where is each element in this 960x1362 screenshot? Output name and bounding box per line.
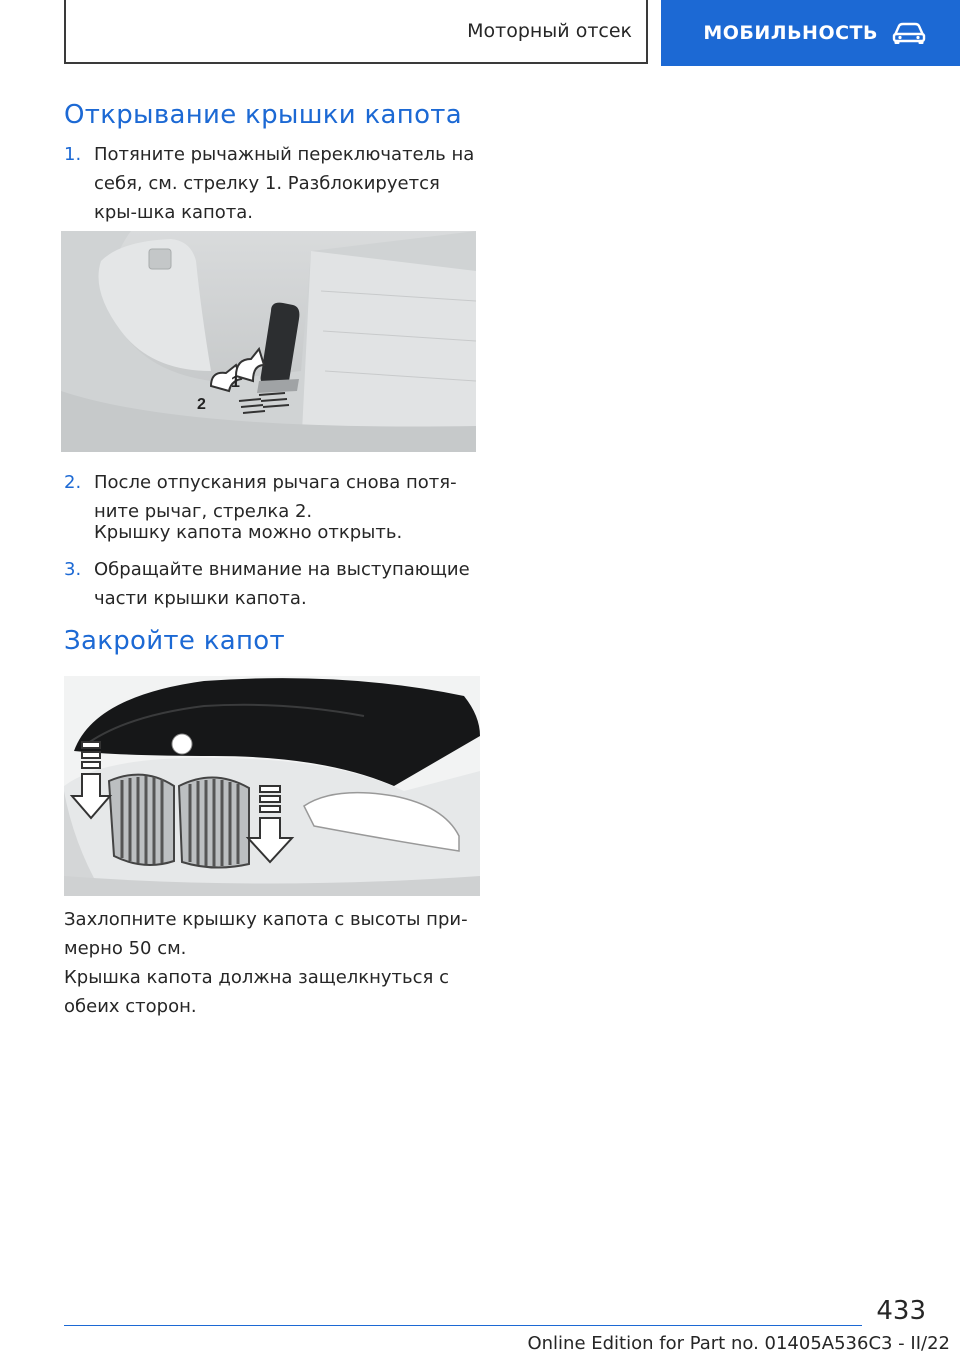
page-number: 433	[876, 1296, 926, 1326]
header-chapter-tab	[661, 0, 960, 66]
step-1	[64, 140, 480, 227]
arrow-2-label: 2	[197, 396, 206, 413]
header-section-title: Моторный отсек	[467, 20, 632, 42]
footer-divider	[64, 1325, 862, 1326]
step-text: Обращайте внимание на выступающие части крышки капота.	[94, 559, 470, 609]
step-number: 2.	[64, 472, 82, 493]
step-number: 1.	[64, 144, 82, 165]
step-2-note: Крышку капота можно открыть.	[94, 522, 403, 543]
close-hood-paragraph-2: Крышка капота должна защелкнуться с обеих сторон.	[64, 967, 449, 1017]
arrow-1-label: 1	[231, 374, 240, 391]
car-icon	[892, 21, 926, 45]
footer-edition: Online Edition for Part no. 01405A536C3 - II/22	[527, 1333, 950, 1354]
step-text: Потяните рычажный переключатель на себя, см. стрелку 1. Разблокируется кры-шка капота.	[94, 144, 475, 223]
header-section-tab	[64, 0, 648, 64]
close-hood-paragraph-1: Захлопните крышку капота с высоты при-мерно 50 см.	[64, 909, 468, 959]
header-chapter-title: МОБИЛЬНОСТЬ	[703, 22, 878, 44]
section-title-close-hood: Закройте капот	[64, 626, 285, 656]
hood-release-lever-image	[61, 231, 476, 452]
step-text: После отпускания рычага снова потя-ните рычаг, стрелка 2.	[94, 472, 457, 522]
section-title-open-hood: Открывание крышки капота	[64, 100, 462, 130]
step-number: 3.	[64, 559, 82, 580]
close-hood-image	[64, 676, 480, 896]
step-3	[64, 555, 480, 613]
